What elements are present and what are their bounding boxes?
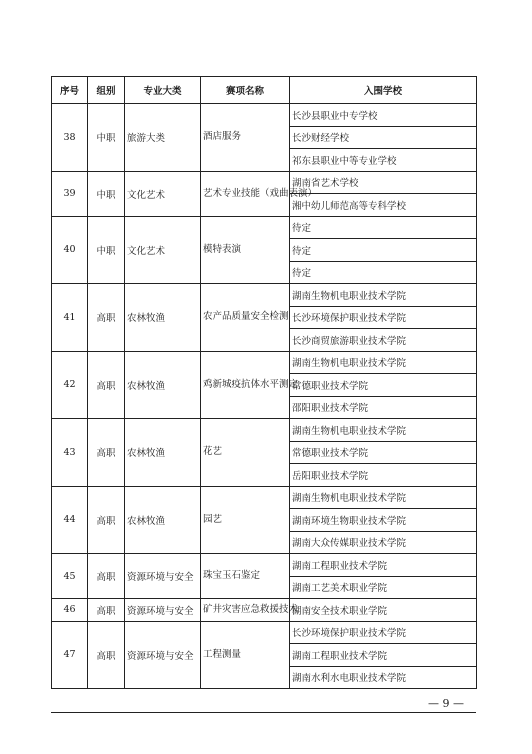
cell-index: 44 (52, 486, 88, 554)
cell-event: 工程测量 (201, 621, 290, 689)
header-category: 专业大类 (125, 77, 201, 104)
cell-index: 46 (52, 599, 88, 622)
cell-school: 湖南生物机电职业技术学院 (290, 419, 477, 442)
cell-school: 湖南大众传媒职业技术学院 (290, 531, 477, 554)
table-row (52, 486, 477, 509)
cell-school: 长沙财经学校 (290, 126, 477, 149)
cell-school: 湖南省艺术学校 (290, 171, 477, 194)
table-row (52, 554, 477, 577)
cell-school: 湖南生物机电职业技术学院 (290, 284, 477, 307)
table-body (52, 104, 477, 689)
table-header-row (52, 77, 477, 104)
cell-event: 酒店服务 (201, 104, 290, 172)
cell-school: 湖南工艺美术职业学院 (290, 576, 477, 599)
cell-group: 高职 (88, 284, 125, 352)
cell-event: 花艺 (201, 419, 290, 487)
cell-school: 湖南安全技术职业学院 (290, 599, 477, 622)
cell-school: 长沙商贸旅游职业技术学院 (290, 329, 477, 352)
cell-group: 高职 (88, 554, 125, 599)
cell-school: 湖南工程职业技术学院 (290, 554, 477, 577)
cell-index: 39 (52, 171, 88, 216)
cell-category: 农林牧渔 (125, 351, 201, 419)
header-group: 组别 (88, 77, 125, 104)
cell-index: 40 (52, 216, 88, 284)
cell-group: 高职 (88, 419, 125, 487)
cell-school: 祁东县职业中等专业学校 (290, 149, 477, 172)
cell-index: 45 (52, 554, 88, 599)
cell-school: 湖南环境生物职业技术学院 (290, 509, 477, 532)
table-row (52, 351, 477, 374)
table-row (52, 216, 477, 239)
cell-event: 鸡新城疫抗体水平测定 (201, 351, 290, 419)
cell-school: 长沙环境保护职业技术学院 (290, 306, 477, 329)
table-row (52, 104, 477, 127)
cell-event: 模特表演 (201, 216, 290, 284)
cell-category: 农林牧渔 (125, 486, 201, 554)
cell-category: 农林牧渔 (125, 419, 201, 487)
cell-category: 资源环境与安全 (125, 554, 201, 599)
page-number: — 9 — (428, 697, 464, 710)
cell-index: 41 (52, 284, 88, 352)
cell-group: 高职 (88, 621, 125, 689)
cell-group: 高职 (88, 351, 125, 419)
cell-school: 湖南生物机电职业技术学院 (290, 486, 477, 509)
table-row (52, 171, 477, 194)
cell-category: 旅游大类 (125, 104, 201, 172)
cell-school: 邵阳职业技术学院 (290, 396, 477, 419)
cell-school: 待定 (290, 239, 477, 262)
cell-index: 38 (52, 104, 88, 172)
table-row (52, 621, 477, 644)
header-schools: 入围学校 (290, 77, 477, 104)
cell-event: 园艺 (201, 486, 290, 554)
cell-school: 湖南工程职业技术学院 (290, 644, 477, 667)
cell-event: 矿井灾害应急救援技术 (201, 599, 290, 622)
cell-category: 资源环境与安全 (125, 599, 201, 622)
qualified-schools-table (51, 76, 477, 689)
cell-school: 长沙环境保护职业技术学院 (290, 621, 477, 644)
cell-school: 待定 (290, 261, 477, 284)
cell-category: 文化艺术 (125, 216, 201, 284)
cell-index: 47 (52, 621, 88, 689)
cell-category: 农林牧渔 (125, 284, 201, 352)
cell-school: 岳阳职业技术学院 (290, 464, 477, 487)
cell-school: 长沙县职业中专学校 (290, 104, 477, 127)
table-row (52, 599, 477, 622)
cell-event: 艺术专业技能（戏曲表演） (201, 171, 290, 216)
cell-event: 珠宝玉石鉴定 (201, 554, 290, 599)
footer-rule (51, 712, 476, 713)
cell-event: 农产品质量安全检测 (201, 284, 290, 352)
cell-group: 高职 (88, 486, 125, 554)
cell-school: 湘中幼儿师范高等专科学校 (290, 194, 477, 217)
table-row (52, 284, 477, 307)
cell-group: 中职 (88, 171, 125, 216)
table-row (52, 419, 477, 442)
cell-group: 中职 (88, 216, 125, 284)
cell-school: 湖南水利水电职业技术学院 (290, 666, 477, 689)
cell-group: 中职 (88, 104, 125, 172)
cell-category: 文化艺术 (125, 171, 201, 216)
cell-category: 资源环境与安全 (125, 621, 201, 689)
cell-school: 常德职业技术学院 (290, 441, 477, 464)
cell-index: 42 (52, 351, 88, 419)
cell-school: 常德职业技术学院 (290, 374, 477, 397)
cell-school: 待定 (290, 216, 477, 239)
cell-index: 43 (52, 419, 88, 487)
header-index: 序号 (52, 77, 88, 104)
cell-group: 高职 (88, 599, 125, 622)
cell-school: 湖南生物机电职业技术学院 (290, 351, 477, 374)
header-event: 赛项名称 (201, 77, 290, 104)
